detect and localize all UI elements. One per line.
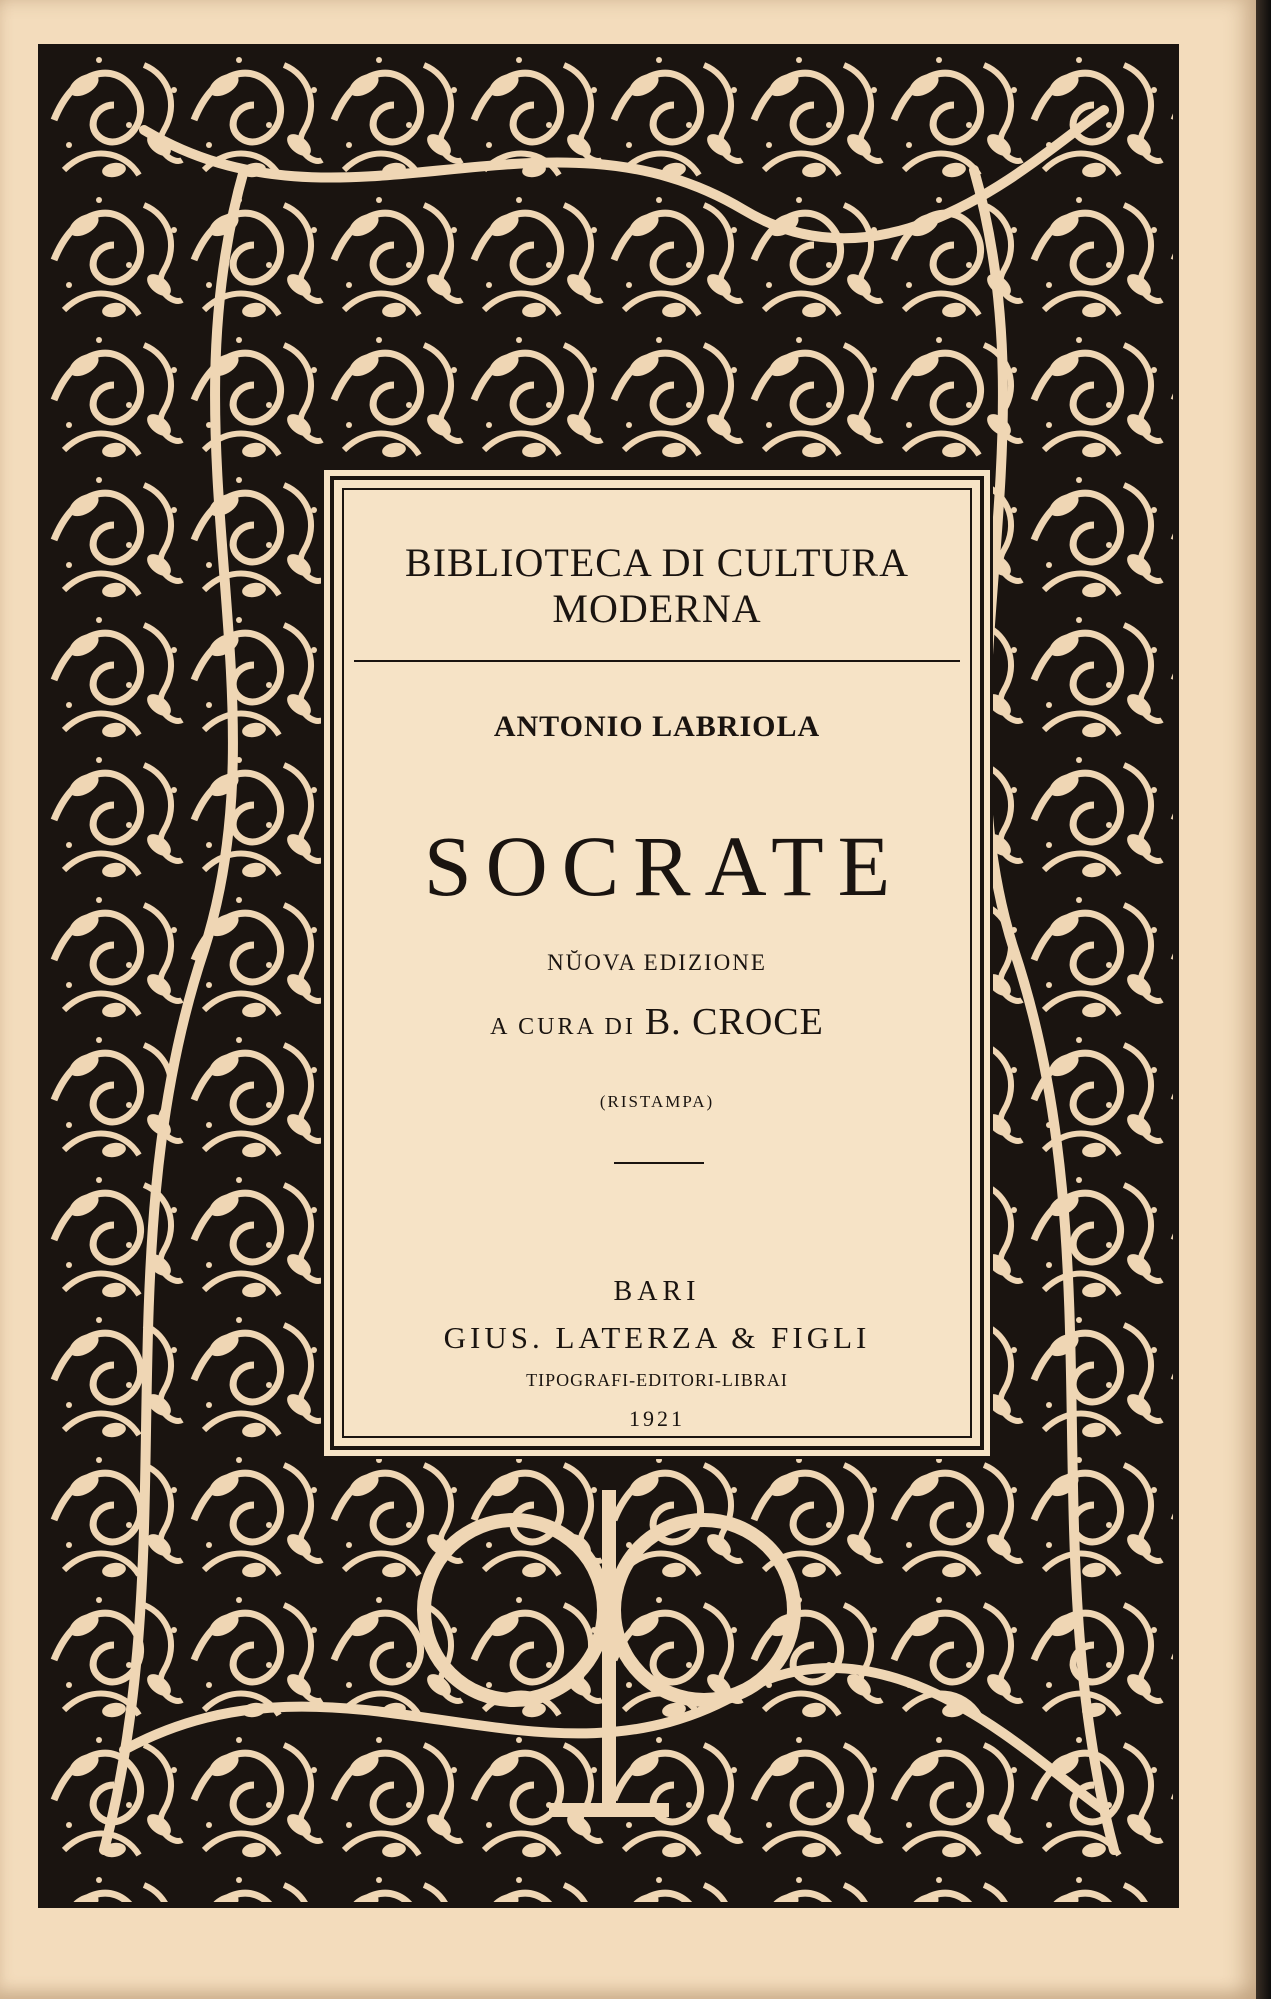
series-title-line-2: MODERNA [552,586,762,631]
series-title [334,540,980,632]
series-title-line-1: BIBLIOTECA DI CULTURA [405,540,909,585]
editor-prefix: A CURA DI [490,1014,636,1040]
book-title: SOCRATE [423,818,905,914]
ornamental-border [38,44,1179,1908]
page-edge [1256,0,1271,1999]
publisher-trade: TIPOGRAFI-EDITORI-LIBRAI [526,1370,788,1390]
reprint-note: (RISTAMPA) [599,1092,715,1111]
publisher-name: GIUS. LATERZA & FIGLI [443,1320,871,1355]
publication-year: 1921 [629,1406,685,1431]
publication-city: BARI [613,1276,701,1307]
editor-name: B. CROCE [644,1001,824,1043]
edition-note: NŬOVA EDIZIONE [547,950,767,975]
author-name: ANTONIO LABRIOLA [493,710,821,743]
divider-rule [354,660,960,662]
editor-line [334,1000,980,1044]
short-divider [614,1162,704,1164]
title-panel [330,476,984,1450]
